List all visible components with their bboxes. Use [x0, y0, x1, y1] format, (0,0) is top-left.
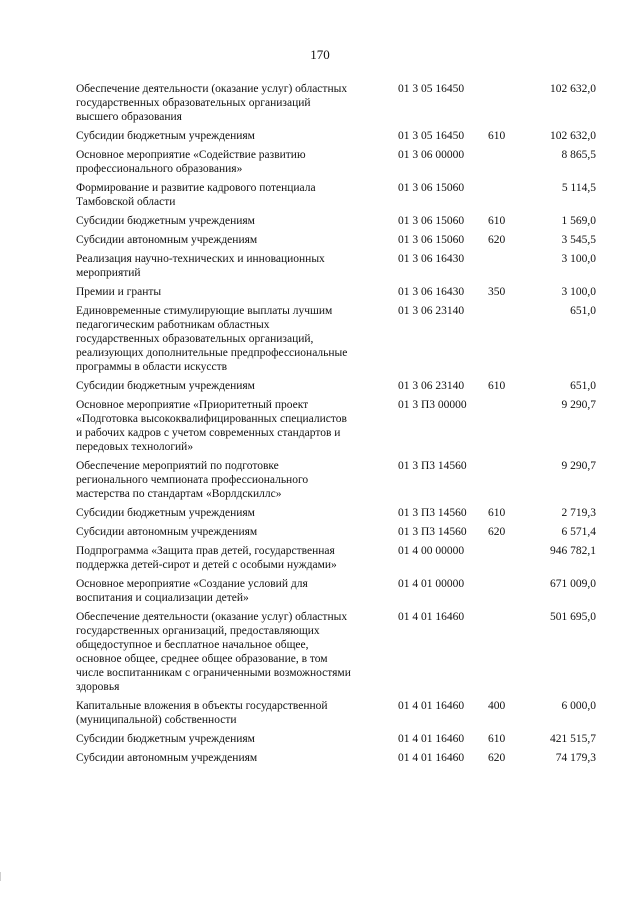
row-amount: 2 719,3	[561, 507, 596, 519]
row-name: Субсидии автономным учреждениям	[76, 526, 258, 538]
row-code: 01 3 П3 14560	[398, 460, 467, 472]
row-name: Основное мероприятие «Создание условий для воспитания и социализации детей»	[76, 578, 308, 604]
row-type: 400	[488, 700, 506, 712]
scan-edge-mark	[0, 872, 1, 881]
row-type: 610	[488, 380, 506, 392]
table-row	[76, 304, 596, 374]
row-name: Основное мероприятие «Приоритетный проект «Подготовка высококвалифицированных специалистов и рабочих кадров с учетом современных стандартов и передовых технологий»	[76, 399, 347, 453]
row-name: Субсидии автономным учреждениям	[76, 234, 258, 246]
row-amount: 3 100,0	[561, 286, 596, 298]
row-code: 01 3 06 16430	[398, 253, 465, 265]
row-name: Обеспечение деятельности (оказание услуг) областных государственных организаций, предоставляющих общедоступное и бесплатное начальное общее, основное общее, среднее общее образование, в том числе воспитанникам с ограниченными возможностями здоровья	[76, 611, 351, 693]
table-row	[76, 506, 596, 520]
table-row	[76, 699, 596, 727]
row-type: 620	[488, 526, 506, 538]
row-amount: 5 114,5	[561, 182, 596, 194]
row-name: Субсидии бюджетным учреждениям	[76, 507, 255, 519]
table-row	[76, 610, 596, 694]
row-type: 350	[488, 286, 506, 298]
row-amount: 421 515,7	[550, 733, 596, 745]
page-number: 170	[310, 47, 330, 62]
row-amount: 6 000,0	[561, 700, 596, 712]
row-amount: 671 009,0	[550, 578, 596, 590]
table-row	[76, 285, 596, 299]
row-type: 610	[488, 507, 506, 519]
table-row	[76, 398, 596, 454]
row-type: 620	[488, 752, 506, 764]
row-code: 01 3 06 15060	[398, 182, 465, 194]
row-name: Формирование и развитие кадрового потенциала Тамбовской области	[76, 182, 316, 208]
row-amount: 3 545,5	[561, 234, 596, 246]
row-code: 01 4 01 16460	[398, 611, 465, 623]
row-amount: 946 782,1	[550, 545, 596, 557]
row-amount: 6 571,4	[561, 526, 596, 538]
row-name: Единовременные стимулирующие выплаты лучшим педагогическим работникам областных государственных образовательных организаций, реализующих дополнительные предпрофессиональные программы в области искусств	[76, 305, 348, 373]
row-type: 620	[488, 234, 506, 246]
row-name: Премии и гранты	[76, 286, 162, 298]
row-code: 01 3 06 00000	[398, 149, 465, 161]
row-amount: 74 179,3	[555, 752, 596, 764]
row-code: 01 4 01 16460	[398, 733, 465, 745]
row-code: 01 3 06 23140	[398, 305, 465, 317]
table-row	[76, 525, 596, 539]
table-row	[76, 577, 596, 605]
row-amount: 651,0	[570, 380, 596, 392]
row-name: Обеспечение деятельности (оказание услуг) областных государственных образовательных организаций высшего образования	[76, 83, 348, 123]
row-code: 01 3 П3 00000	[398, 399, 467, 411]
table-row	[76, 148, 596, 176]
row-amount: 8 865,5	[561, 149, 596, 161]
table-row	[76, 214, 596, 228]
table-row	[76, 233, 596, 247]
row-code: 01 4 01 16460	[398, 700, 465, 712]
budget-table	[76, 82, 596, 770]
row-name: Подпрограмма «Защита прав детей, государственная поддержка детей-сирот и детей с особыми нуждами»	[76, 545, 337, 571]
row-code: 01 3 06 15060	[398, 234, 465, 246]
table-row	[76, 732, 596, 746]
row-code: 01 3 06 23140	[398, 380, 465, 392]
row-amount: 3 100,0	[561, 253, 596, 265]
row-amount: 9 290,7	[561, 460, 596, 472]
row-name: Субсидии бюджетным учреждениям	[76, 130, 255, 142]
row-type: 610	[488, 733, 506, 745]
row-code: 01 3 П3 14560	[398, 507, 467, 519]
row-name: Субсидии бюджетным учреждениям	[76, 215, 255, 227]
row-type: 610	[488, 215, 506, 227]
row-name: Обеспечение мероприятий по подготовке регионального чемпионата профессионального мастерства по стандартам «Ворлдскиллс»	[76, 460, 309, 500]
row-type: 610	[488, 130, 506, 142]
row-code: 01 4 00 00000	[398, 545, 465, 557]
table-row	[76, 544, 596, 572]
row-amount: 102 632,0	[550, 83, 596, 95]
row-code: 01 3 П3 14560	[398, 526, 467, 538]
row-name: Субсидии бюджетным учреждениям	[76, 380, 255, 392]
row-code: 01 3 05 16450	[398, 130, 465, 142]
row-name: Капитальные вложения в объекты государственной (муниципальной) собственности	[76, 700, 328, 726]
table-row	[76, 459, 596, 501]
row-amount: 501 695,0	[550, 611, 596, 623]
row-code: 01 3 06 15060	[398, 215, 465, 227]
table-row	[76, 379, 596, 393]
table-row	[76, 181, 596, 209]
row-amount: 9 290,7	[561, 399, 596, 411]
row-amount: 102 632,0	[550, 130, 596, 142]
row-amount: 1 569,0	[561, 215, 596, 227]
row-code: 01 3 06 16430	[398, 286, 465, 298]
row-name: Основное мероприятие «Содействие развитию профессионального образования»	[76, 149, 306, 175]
row-amount: 651,0	[570, 305, 596, 317]
row-name: Субсидии автономным учреждениям	[76, 752, 258, 764]
row-name: Реализация научно-технических и инновационных мероприятий	[76, 253, 325, 279]
table-row	[76, 129, 596, 143]
row-name: Субсидии бюджетным учреждениям	[76, 733, 255, 745]
table-row	[76, 82, 596, 124]
row-code: 01 4 01 00000	[398, 578, 465, 590]
table-row	[76, 751, 596, 765]
row-code: 01 3 05 16450	[398, 83, 465, 95]
row-code: 01 4 01 16460	[398, 752, 465, 764]
table-row	[76, 252, 596, 280]
